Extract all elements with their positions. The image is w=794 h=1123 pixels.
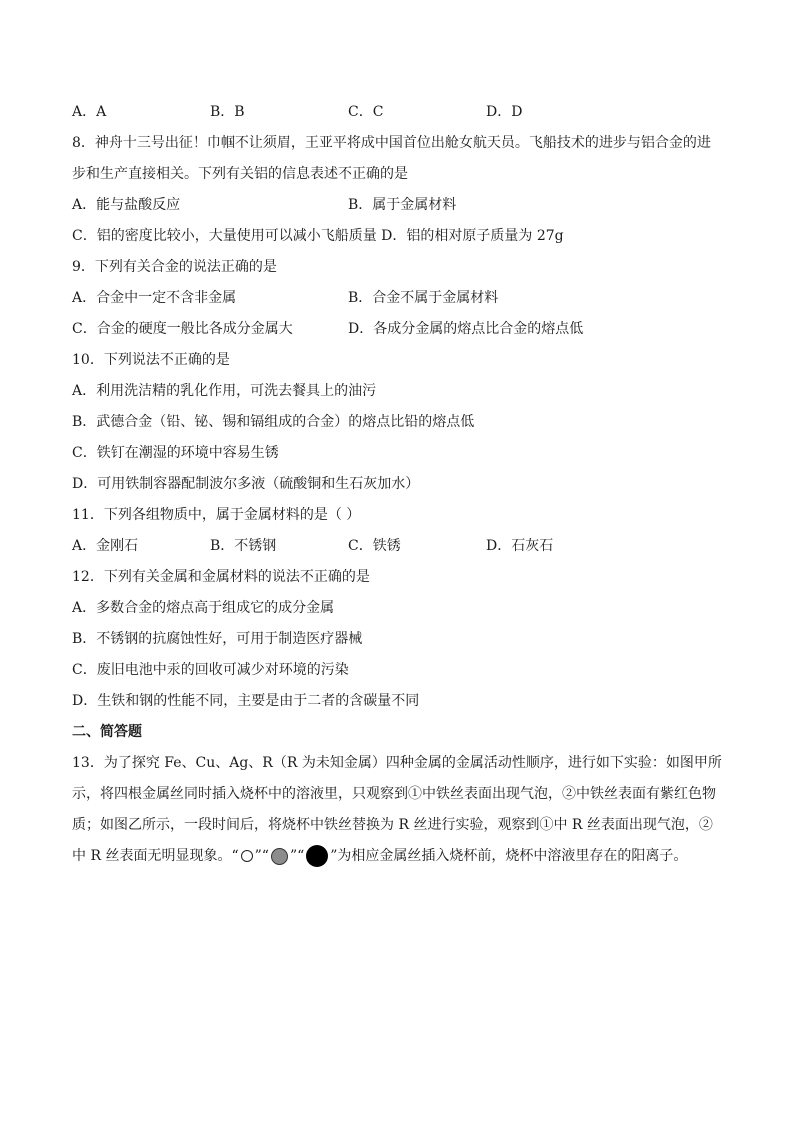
exam-page bbox=[72, 100, 722, 875]
q9-option-a[interactable]: A．合金中一定不含非金属 bbox=[72, 290, 237, 306]
section-heading: 二、简答题 bbox=[72, 724, 142, 740]
q10-option-c[interactable]: C．铁钉在潮湿的环境中容易生锈 bbox=[72, 445, 279, 461]
q8-option-a[interactable]: A．能与盐酸反应 bbox=[72, 197, 181, 213]
q8-option-b[interactable]: B．属于金属材料 bbox=[348, 197, 457, 213]
q11-options bbox=[72, 534, 722, 565]
q9-options-ab bbox=[72, 286, 722, 317]
q13-line-4-pre: 中 R 丝表面无明显现象。“ bbox=[72, 848, 239, 864]
q10-option-b[interactable]: B．武德合金（铅、铋、锡和镉组成的合金）的熔点比铅的熔点低 bbox=[72, 414, 475, 430]
q13-line-3: 质；如图乙所示，一段时间后，将烧杯中铁丝替换为 R 丝进行实验，观察到①中 R 丝表面出现气泡，② bbox=[72, 817, 713, 833]
q13-quote-2: ”“ bbox=[289, 848, 305, 864]
q12-option-c[interactable]: C．废旧电池中汞的回收可减少对环境的污染 bbox=[72, 662, 349, 678]
q12-option-b[interactable]: B．不锈钢的抗腐蚀性好，可用于制造医疗器械 bbox=[72, 631, 363, 647]
q7-options bbox=[72, 100, 722, 131]
q13-line-4 bbox=[72, 844, 722, 875]
q11-option-d[interactable]: D．石灰石 bbox=[486, 538, 554, 554]
q9-stem: 9．下列有关合金的说法正确的是 bbox=[72, 259, 277, 275]
q8-stem-line-2: 步和生产直接相关。下列有关铝的信息表述不正确的是 bbox=[72, 166, 408, 182]
q11-option-a[interactable]: A．金刚石 bbox=[72, 538, 139, 554]
black-circle-icon bbox=[306, 845, 328, 867]
q12-option-d[interactable]: D．生铁和钢的性能不同，主要是由于二者的含碳量不同 bbox=[72, 693, 420, 709]
q9-option-c[interactable]: C．合金的硬度一般比各成分金属大 bbox=[72, 321, 293, 337]
q7-option-c[interactable]: C．C bbox=[348, 104, 384, 120]
q9-options-cd bbox=[72, 317, 722, 348]
q11-option-c[interactable]: C．铁锈 bbox=[348, 538, 401, 554]
q10-option-d[interactable]: D．可用铁制容器配制波尔多液（硫酸铜和生石灰加水） bbox=[72, 476, 420, 492]
q9-option-b[interactable]: B．合金不属于金属材料 bbox=[348, 290, 499, 306]
q13-quote-1: ”“ bbox=[254, 848, 269, 864]
q9-option-d[interactable]: D．各成分金属的熔点比合金的熔点低 bbox=[348, 321, 584, 337]
q7-option-b[interactable]: B．B bbox=[210, 104, 245, 120]
q10-option-a[interactable]: A．利用洗洁精的乳化作用，可洗去餐具上的油污 bbox=[72, 383, 377, 399]
q13-line-1: 13．为了探究 Fe、Cu、Ag、R（R 为未知金属）四种金属的金属活动性顺序，进行如下实验：如图甲所 bbox=[72, 755, 722, 771]
q12-stem: 12．下列有关金属和金属材料的说法不正确的是 bbox=[72, 569, 370, 585]
q13-line-2: 示，将四根金属丝同时插入烧杯中的溶液里，只观察到①中铁丝表面出现气泡，②中铁丝表面有紫红色物 bbox=[72, 786, 716, 802]
q8-options-cd[interactable]: C．铝的密度比较小，大量使用可以减小飞船质量 D．铝的相对原子质量为 27g bbox=[72, 228, 564, 244]
q7-option-d[interactable]: D．D bbox=[486, 104, 523, 120]
q7-option-a[interactable]: A．A bbox=[72, 104, 107, 120]
q11-stem: 11．下列各组物质中，属于金属材料的是（ ） bbox=[72, 507, 361, 523]
q10-stem: 10．下列说法不正确的是 bbox=[72, 352, 230, 368]
q12-option-a[interactable]: A．多数合金的熔点高于组成它的成分金属 bbox=[72, 600, 335, 616]
q11-option-b[interactable]: B．不锈钢 bbox=[210, 538, 277, 554]
white-circle-icon bbox=[241, 850, 253, 862]
gray-circle-icon bbox=[271, 848, 288, 865]
q8-stem-line-1: 8．神舟十三号出征！巾帼不让须眉，王亚平将成中国首位出舱女航天员。飞船技术的进步与铝合金的进 bbox=[72, 135, 711, 151]
q13-line-4-post: ”为相应金属丝插入烧杯前，烧杯中溶液里存在的阳离子。 bbox=[330, 848, 688, 864]
q8-options-ab bbox=[72, 193, 722, 224]
